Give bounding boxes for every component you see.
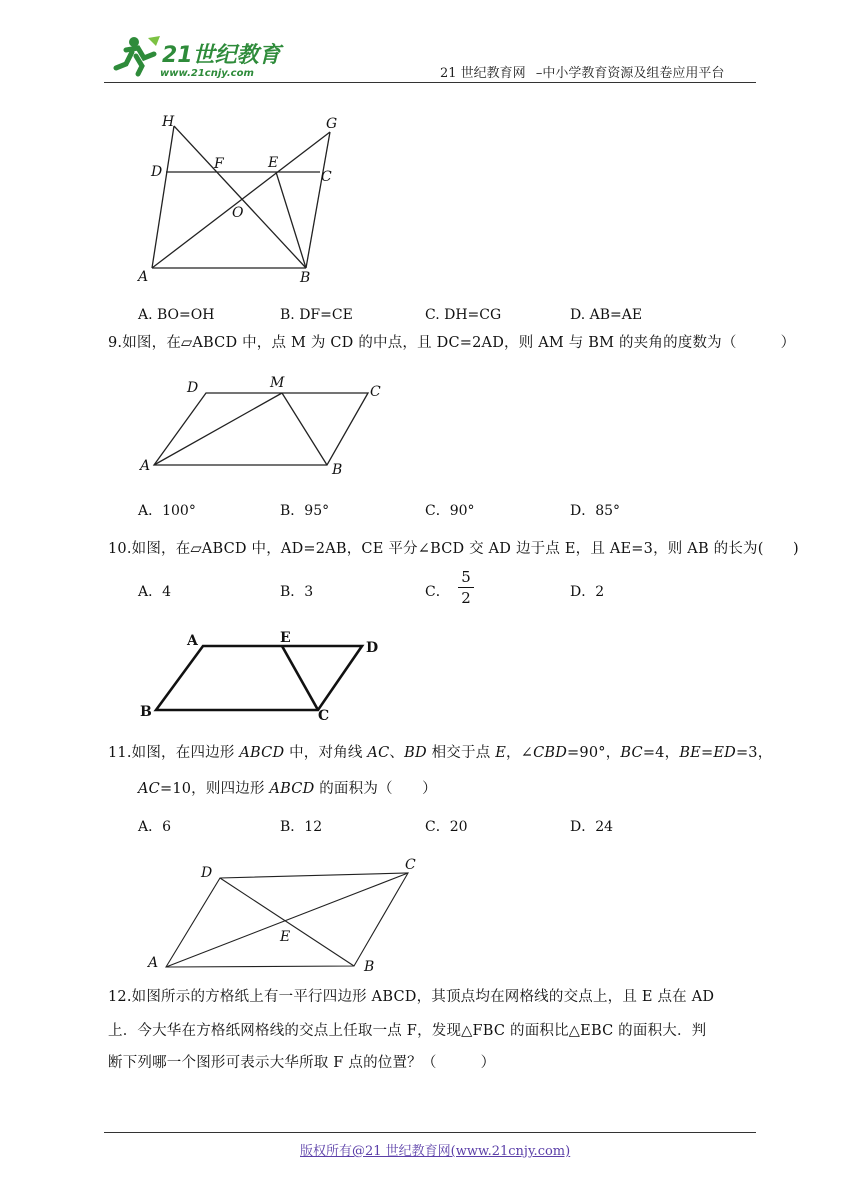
q11-label-a: A <box>148 955 159 971</box>
q12-stem-line1: 12.如图所示的方格纸上有一平行四边形 ABCD，其顶点均在网格线的交点上，且 E 点在 AD <box>108 989 715 1005</box>
q8-label-o: O <box>232 205 244 221</box>
q11-option-b: B．12 <box>280 819 323 835</box>
q10-label-c: C <box>318 708 330 724</box>
q11-stem-line1 <box>108 743 772 763</box>
runner-logo-icon <box>116 36 160 74</box>
q8-figure <box>130 105 350 295</box>
q8-label-d: D <box>151 164 163 180</box>
q10-option-d: D．2 <box>570 584 605 600</box>
q8-label-h: H <box>162 114 175 130</box>
q8-label-e: E <box>268 155 279 171</box>
q11-var: ABCD <box>239 745 285 761</box>
q11-var: BE <box>679 745 701 761</box>
q11-var: CBD <box>533 745 568 761</box>
q11-text: 中，对角线 <box>284 745 368 761</box>
q11-text: 、 <box>389 745 405 761</box>
q9-option-a: A．100° <box>138 503 196 519</box>
site-tagline: –中小学教育资源及组卷应用平台 <box>535 66 725 81</box>
q8-option-d: D. AB=AE <box>570 307 643 323</box>
q11-label-c: C <box>405 857 416 873</box>
q11-var: AC <box>367 745 390 761</box>
q11-var: BD <box>404 745 427 761</box>
fraction-denominator: 2 <box>461 589 471 607</box>
q11-label-e: E <box>280 929 291 945</box>
site-name: 21 世纪教育网 <box>440 66 526 81</box>
q10-option-c: C． <box>425 584 450 600</box>
q8-label-f: F <box>214 156 224 172</box>
logo <box>104 32 284 80</box>
q9-figure <box>130 370 390 480</box>
q11-text: =10，则四边形 <box>159 781 270 797</box>
q8-option-a: A. BO=OH <box>138 307 215 323</box>
logo-text: 21世纪教育 <box>162 43 281 68</box>
fraction-bar <box>458 587 474 588</box>
q11-option-a: A．6 <box>138 819 172 835</box>
q8-label-g: G <box>326 116 338 132</box>
q8-option-c: C. DH=CG <box>425 307 502 323</box>
q11-text: = <box>700 745 714 761</box>
q11-text: 相交于点 <box>426 745 496 761</box>
q11-text: 的面积为（ ） <box>314 781 437 797</box>
q10-option-a: A．4 <box>138 584 172 600</box>
q9-label-b: B <box>332 462 343 478</box>
q9-label-c: C <box>370 384 381 400</box>
q12-stem-line2: 上．今大华在方格纸网格线的交点上任取一点 F，发现△FBC 的面积比△EBC 的面积大．判 <box>108 1023 707 1039</box>
q9-label-d: D <box>187 380 199 396</box>
q11-text: 11.如图，在四边形 <box>108 745 240 761</box>
q11-label-d: D <box>201 865 213 881</box>
q11-option-c: C．20 <box>425 819 468 835</box>
q9-option-c: C．90° <box>425 503 475 519</box>
q10-label-a: A <box>187 633 198 649</box>
q11-stem-line2 <box>138 779 437 799</box>
q10-label-e: E <box>280 630 291 646</box>
q10-option-c-fraction <box>458 568 474 607</box>
q12-stem-line3: 断下列哪一个图形可表示大华所取 F 点的位置？（ ） <box>108 1055 496 1071</box>
q10-label-b: B <box>140 704 152 720</box>
q9-option-d: D．85° <box>570 503 621 519</box>
q11-figure <box>140 850 430 980</box>
q10-figure <box>135 625 385 725</box>
q11-var: E <box>495 745 506 761</box>
q11-option-d: D．24 <box>570 819 614 835</box>
q11-label-b: B <box>364 959 375 975</box>
q10-stem: 10.如图，在▱ABCD 中，AD=2AB，CE 平分∠BCD 交 AD 边于点 E，且 AE=3，则 AB 的长为( ) <box>108 541 799 557</box>
q9-option-b: B．95° <box>280 503 330 519</box>
q10-label-d: D <box>366 640 379 656</box>
q9-label-a: A <box>140 458 151 474</box>
q8-label-a: A <box>138 269 149 285</box>
fraction-numerator: 5 <box>461 568 471 586</box>
q8-label-b: B <box>300 270 311 286</box>
q8-label-c: C <box>321 169 332 185</box>
q11-text: ，∠ <box>506 745 534 761</box>
q11-var: ABCD <box>269 781 315 797</box>
q11-text: =4， <box>642 745 680 761</box>
header-site-title <box>440 62 724 81</box>
header-rule <box>104 82 756 83</box>
q11-var: AC <box>138 781 160 797</box>
footer-copyright-link[interactable]: 版权所有@21 世纪教育网(www.21cnjy.com) <box>300 1144 571 1159</box>
q11-text: =3， <box>735 745 773 761</box>
footer-rule <box>104 1132 756 1133</box>
q9-stem: 9.如图，在▱ABCD 中，点 M 为 CD 的中点，且 DC=2AD，则 AM 与 BM 的夹角的度数为（ ） <box>108 335 796 351</box>
logo-url: www.21cnjy.com <box>160 68 254 79</box>
q11-text: =90°， <box>567 745 621 761</box>
q9-label-m: M <box>270 375 285 391</box>
q11-var: BC <box>620 745 643 761</box>
q10-option-b: B．3 <box>280 584 314 600</box>
q11-var: ED <box>713 745 736 761</box>
q8-option-b: B. DF=CE <box>280 307 353 323</box>
